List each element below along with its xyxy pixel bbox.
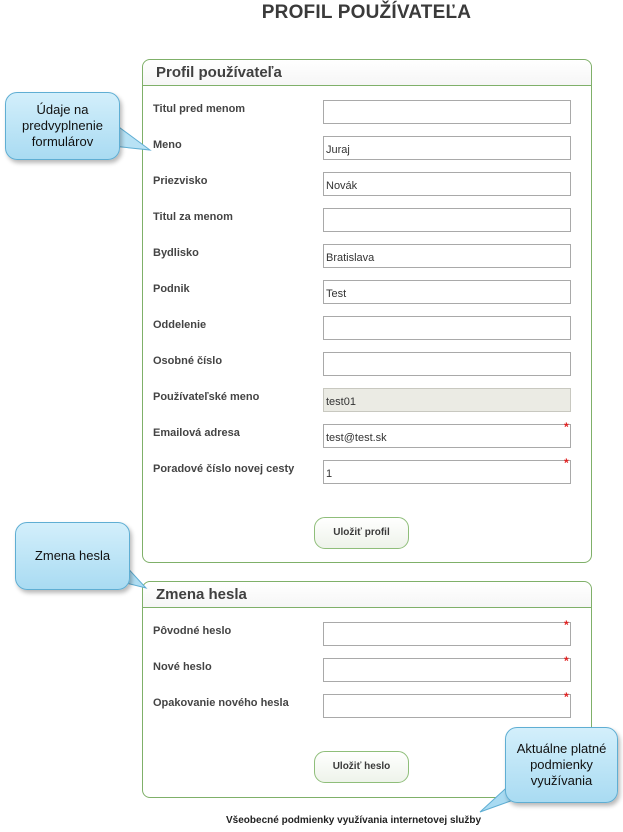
field-row-priezvisko <box>143 172 593 196</box>
field-row-poradove-cislo-novej-cesty <box>143 456 593 484</box>
save-password-button[interactable]: Uložiť heslo <box>314 751 409 783</box>
meno-input[interactable] <box>323 136 571 160</box>
oddelenie-input[interactable] <box>323 316 571 340</box>
poradove-cislo-novej-cesty-required-marker: * <box>564 456 569 470</box>
nove-heslo-input[interactable] <box>323 658 571 682</box>
opakovanie-noveho-hesla-required-marker: * <box>564 690 569 704</box>
osobne-cislo-label: Osobné číslo <box>153 355 223 367</box>
titul-pred-menom-input[interactable] <box>323 100 571 124</box>
povodne-heslo-required-marker: * <box>564 618 569 632</box>
povodne-heslo-label: Pôvodné heslo <box>153 625 232 637</box>
nove-heslo-label: Nové heslo <box>153 661 212 673</box>
nove-heslo-required-marker: * <box>564 654 569 668</box>
meno-label: Meno <box>153 139 182 151</box>
save-profile-button[interactable]: Uložiť profil <box>314 517 409 549</box>
bydlisko-input[interactable] <box>323 244 571 268</box>
profile-panel <box>142 59 592 563</box>
titul-za-menom-label: Titul za menom <box>153 211 233 223</box>
field-row-emailova-adresa <box>143 420 593 448</box>
osobne-cislo-input[interactable] <box>323 352 571 376</box>
priezvisko-label: Priezvisko <box>153 175 208 187</box>
podnik-input[interactable] <box>323 280 571 304</box>
field-row-titul-za-menom <box>143 208 593 232</box>
field-row-pouzivatelske-meno <box>143 388 593 412</box>
profile-panel-title: Profil používateľa <box>143 60 591 86</box>
emailova-adresa-required-marker: * <box>564 420 569 434</box>
opakovanie-noveho-hesla-label: Opakovanie nového hesla <box>153 697 289 709</box>
priezvisko-input[interactable] <box>323 172 571 196</box>
callout-password: Zmena hesla <box>15 522 130 590</box>
field-row-podnik <box>143 280 593 304</box>
field-row-bydlisko <box>143 244 593 268</box>
terms-link[interactable]: Všeobecné podmienky využívania internetovej služby <box>226 815 482 826</box>
titul-pred-menom-label: Titul pred menom <box>153 103 246 115</box>
podnik-label: Podnik <box>153 283 190 295</box>
opakovanie-noveho-hesla-input[interactable] <box>323 694 571 718</box>
password-panel-title: Zmena hesla <box>143 582 591 608</box>
field-row-meno <box>143 136 593 160</box>
bydlisko-label: Bydlisko <box>153 247 199 259</box>
emailova-adresa-input[interactable] <box>323 424 571 448</box>
field-row-osobne-cislo <box>143 352 593 376</box>
emailova-adresa-label: Emailová adresa <box>153 427 240 439</box>
field-row-oddelenie <box>143 316 593 340</box>
poradove-cislo-novej-cesty-label: Poradové číslo novej cesty <box>153 463 295 475</box>
titul-za-menom-input[interactable] <box>323 208 571 232</box>
callout-prefill: Údaje na predvyplnenie formulárov <box>5 92 120 160</box>
oddelenie-label: Oddelenie <box>153 319 207 331</box>
pouzivatelske-meno-input[interactable] <box>323 388 571 412</box>
field-row-opakovanie-noveho-hesla <box>143 690 593 718</box>
pouzivatelske-meno-label: Používateľské meno <box>153 391 260 403</box>
poradove-cislo-novej-cesty-input[interactable] <box>323 460 571 484</box>
field-row-titul-pred-menom <box>143 100 593 124</box>
page-title: PROFIL POUŽÍVATEĽA <box>261 2 472 23</box>
callout-terms: Aktuálne platné podmienky využívania <box>505 727 618 803</box>
field-row-povodne-heslo <box>143 618 593 646</box>
field-row-nove-heslo <box>143 654 593 682</box>
povodne-heslo-input[interactable] <box>323 622 571 646</box>
